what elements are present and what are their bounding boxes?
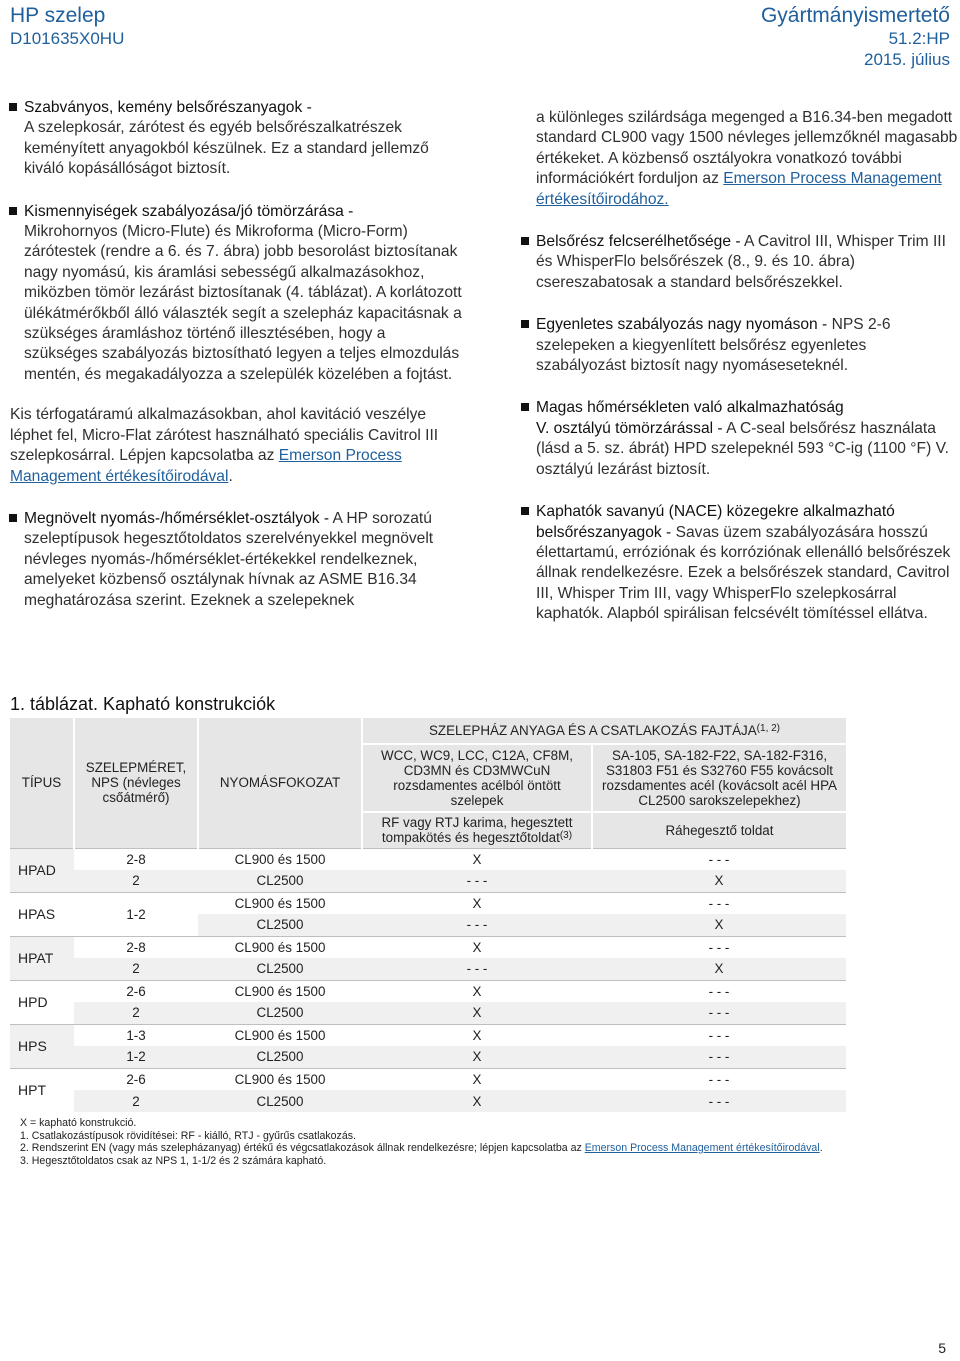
header-type: TÍPUS bbox=[10, 718, 74, 848]
cell-size: 2-8 bbox=[74, 848, 198, 870]
paragraph-text: Kis térfogatáramú alkalmazásokban, ahol kavitáció veszélye léphet fel, Micro-Flat zárótest használható speciális Cavitrol III szelepkosárral. Lépjen kapcsolatba az bbox=[10, 406, 439, 465]
feature-text: NPS 2-6 szelepeken a kiegyenlített belsőrész egyenletes szabályozást biztosít nagy nyomáseseteknél. bbox=[536, 316, 891, 375]
cell-size: 2-8 bbox=[74, 936, 198, 958]
product-title: HP szelep bbox=[10, 4, 106, 27]
header-left bbox=[10, 4, 124, 49]
cell-pressure: CL900 és 1500 bbox=[198, 1068, 362, 1090]
type-hpad: HPAD bbox=[10, 848, 74, 892]
cell-forged: - - - bbox=[592, 1046, 846, 1068]
cell-pressure: CL2500 bbox=[198, 914, 362, 936]
cell-cast: - - - bbox=[362, 958, 592, 980]
footnote-3: 3. Hegesztőtoldatos csak az NPS 1, 1-1/2 és 2 számára kapható. bbox=[20, 1154, 327, 1167]
footnote-2-text: 2. Rendszerint EN (vagy más szelepházanyag) értékű és végcsatlakozások állnak rendelkezésre; lépjen kapcsolatba az bbox=[20, 1142, 582, 1154]
type-hpt: HPT bbox=[10, 1068, 74, 1112]
feature-lead: Magas hőmérsékleten való alkalmazhatóság bbox=[536, 399, 844, 417]
table-footnotes bbox=[20, 1117, 823, 1167]
cell-cast: - - - bbox=[362, 914, 592, 936]
header-cast-materials: WCC, WC9, LCC, C12A, CF8M, CD3MN és CD3MWCuN rozsdamentes acélból öntött szelepek bbox=[362, 744, 592, 812]
feature-text: A Cavitrol III, Whisper Trim III és WhisperFlo belsőrészek (8., 9. és 10. ábra) csereszabatosak a standard belsőrészekkel. bbox=[536, 233, 946, 291]
document-type: Gyártmányismertető bbox=[760, 4, 950, 27]
type-hpas: HPAS bbox=[10, 892, 74, 936]
cell-size: 2 bbox=[74, 1002, 198, 1024]
feature-text: Savas üzem szabályozására hosszú élettartamú, erróziónak és korróziónak ellenálló belsőrészek állnak rendelkezésre. Ezek a belsőrészek standard, Cavitrol III, Whisper Trim III, vagy WhisperFlo szelepkosárral kaphatók. Alapból spirálisan felcsévélt tömítéssel ellátva. bbox=[536, 523, 951, 623]
cell-size: 2-6 bbox=[74, 1068, 198, 1090]
cell-size: 1-2 bbox=[74, 1046, 198, 1068]
cell-cast: - - - bbox=[362, 870, 592, 892]
header-flanged-connection bbox=[362, 812, 592, 848]
cell-forged: - - - bbox=[592, 848, 846, 870]
cell-size: 2-6 bbox=[74, 980, 198, 1002]
cell-cast: X bbox=[362, 936, 592, 958]
paragraph-text: a különleges szilárdsága megenged a B16.34-ben megadott standard CL900 vagy 1500 névleges jellemzőknél magasabb értékeket. A közbenső osztályokra vonatkozó további információkért forduljon az bbox=[536, 109, 958, 188]
footnote-legend: X = kapható konstrukció. bbox=[20, 1117, 137, 1129]
feature-lead: Egyenletes szabályozás nagy nyomáson - bbox=[536, 316, 828, 334]
cell-pressure: CL900 és 1500 bbox=[198, 980, 362, 1002]
cell-forged: X bbox=[592, 958, 846, 980]
header-body-material bbox=[362, 718, 846, 744]
type-hps: HPS bbox=[10, 1024, 74, 1068]
feature-high-temperature bbox=[522, 398, 958, 480]
cell-pressure: CL2500 bbox=[198, 1046, 362, 1068]
cell-size: 1-3 bbox=[74, 1024, 198, 1046]
feature-lead: Belsőrész felcserélhetősége - bbox=[536, 233, 741, 251]
feature-text: A szelepkosár, zárótest és egyéb belsőrészalkatrészek keményített anyagokból készülnek. Ez a standard jellemző kiváló kopásállóságot biztosít. bbox=[24, 119, 429, 178]
feature-lead: Kismennyiségek szabályozása/jó tömörzárása - bbox=[24, 202, 354, 220]
cell-pressure: CL900 és 1500 bbox=[198, 892, 362, 914]
left-column bbox=[10, 98, 462, 611]
continued-paragraph bbox=[522, 108, 958, 210]
feature-text: Mikrohornyos (Micro-Flute) és Mikroforma (Micro-Form) zárótestek (rendre a 6. és 7. ábra) jobb besorolást biztosítanak nagy nyomású, kis áramlási sebességű alkalmazásokhoz, miközben tömör lezárást biztosítanak (4. táblázat). A korlátozott ülékátmérőkből álló választék segít a szelepház kapacitásnak a szükséges áramláshoz történő illesztésében, hogy a szükséges szabályozás biztosítható legyen a teljes elmozdulás mentén, és megakadályozza a szelepülék közelében a fojtást. bbox=[24, 223, 462, 383]
cavitation-paragraph bbox=[10, 405, 462, 487]
cell-forged: - - - bbox=[592, 1090, 846, 1112]
cell-cast: X bbox=[362, 1002, 592, 1024]
cell-cast: X bbox=[362, 1024, 592, 1046]
cell-pressure: CL2500 bbox=[198, 958, 362, 980]
header-weld-end-connection: Ráhegesztő toldat bbox=[592, 812, 846, 848]
cell-cast: X bbox=[362, 1046, 592, 1068]
cell-pressure: CL2500 bbox=[198, 1002, 362, 1024]
cell-cast: X bbox=[362, 892, 592, 914]
header-valve-size: SZELEPMÉRET, NPS (névleges csőátmérő) bbox=[74, 718, 198, 848]
cell-forged: X bbox=[592, 870, 846, 892]
feature-nace-materials bbox=[522, 502, 958, 624]
cell-pressure: CL900 és 1500 bbox=[198, 936, 362, 958]
cell-pressure: CL900 és 1500 bbox=[198, 848, 362, 870]
cell-size: 2 bbox=[74, 870, 198, 892]
cell-forged: - - - bbox=[592, 892, 846, 914]
footnote-sales-office-link[interactable]: Emerson Process Management értékesítőirodával bbox=[584, 1142, 820, 1154]
header-right bbox=[761, 4, 950, 70]
cell-size: 2 bbox=[74, 1090, 198, 1112]
cell-pressure: CL2500 bbox=[198, 1090, 362, 1112]
feature-lead: Megnövelt nyomás-/hőmérséklet-osztályok - bbox=[24, 509, 330, 527]
feature-low-flow bbox=[10, 202, 462, 386]
feature-lead: Szabványos, kemény belsőrészanyagok - bbox=[24, 99, 312, 116]
body-material-footnote: (1, 2) bbox=[756, 723, 781, 734]
cell-pressure: CL900 és 1500 bbox=[198, 1024, 362, 1046]
feature-hard-trim bbox=[10, 98, 462, 180]
paragraph-end: . bbox=[228, 467, 233, 485]
connection-label: RF vagy RTJ karima, hegesztett tompakötés és hegesztőtoldat bbox=[381, 815, 573, 846]
cell-cast: X bbox=[362, 1068, 592, 1090]
type-hpd: HPD bbox=[10, 980, 74, 1024]
cell-size: 2 bbox=[74, 958, 198, 980]
feature-stable-control bbox=[522, 315, 958, 376]
cell-forged: - - - bbox=[592, 1024, 846, 1046]
feature-lead: Kaphatók savanyú (NACE) közegekre alkalmazható belsőrészanyagok - bbox=[536, 503, 895, 541]
table-title: 1. táblázat. Kapható konstrukciók bbox=[10, 694, 276, 714]
sales-office-link[interactable]: Emerson Process Management értékesítőirodával bbox=[10, 447, 402, 485]
feature-lead-2: V. osztályú tömörzárással - bbox=[536, 419, 723, 437]
cell-forged: - - - bbox=[592, 980, 846, 1002]
cell-pressure: CL2500 bbox=[198, 870, 362, 892]
cell-forged: X bbox=[592, 914, 846, 936]
feature-intermediate-class bbox=[10, 509, 462, 611]
right-column bbox=[522, 108, 958, 625]
cell-forged: - - - bbox=[592, 1002, 846, 1024]
footnote-2-end: . bbox=[819, 1142, 823, 1154]
page-number: 5 bbox=[938, 1340, 946, 1356]
feature-text: A HP sorozatú szeleptípusok hegesztőtoldatos szerelvényekkel megnövelt névleges nyomás-/hőmérséklet-értékekkel rendelkeznek, amelyeket közbenső osztálynak hívnak az ASME B16.34 meghatározása szerint. Ezeknek a szelepeknek bbox=[24, 509, 434, 609]
section-number: 51.2:HP bbox=[888, 29, 950, 48]
type-hpat: HPAT bbox=[10, 936, 74, 980]
cell-forged: - - - bbox=[592, 936, 846, 958]
cell-size: 1-2 bbox=[74, 892, 198, 936]
cell-cast: X bbox=[362, 848, 592, 870]
cell-forged: - - - bbox=[592, 1068, 846, 1090]
cell-cast: X bbox=[362, 980, 592, 1002]
document-id: D101635X0HU bbox=[10, 29, 125, 48]
footnote-2 bbox=[20, 1142, 823, 1155]
connection-footnote: (3) bbox=[559, 830, 573, 842]
header-forged-materials: SA-105, SA-182-F22, SA-182-F316, S31803 F51 és S32760 F55 kovácsolt rozsdamentes acél (kovácsolt acél HPA CL2500 sarokszelepekhez) bbox=[592, 744, 846, 812]
cell-cast: X bbox=[362, 1090, 592, 1112]
sales-office-link[interactable]: Emerson Process Management értékesítőirodához. bbox=[536, 170, 942, 208]
footnote-1: 1. Csatlakozástípusok rövidítései: RF - kiálló, RTJ - gyűrűs csatlakozás. bbox=[20, 1129, 356, 1142]
body-material-label: SZELEPHÁZ ANYAGA ÉS A CSATLAKOZÁS FAJTÁJA bbox=[428, 723, 757, 738]
feature-interchangeable-trim bbox=[522, 232, 958, 293]
publication-date: 2015. július bbox=[863, 50, 950, 69]
header-pressure-class: NYOMÁSFOKOZAT bbox=[198, 718, 362, 848]
available-constructions-table bbox=[10, 718, 846, 1112]
feature-text: A C-seal belsőrész használata (lásd a 5. sz. ábrát) HPD szelepeknél 593 °C-ig (1100 °F) V. osztályú lezárást biztosít. bbox=[536, 419, 949, 478]
